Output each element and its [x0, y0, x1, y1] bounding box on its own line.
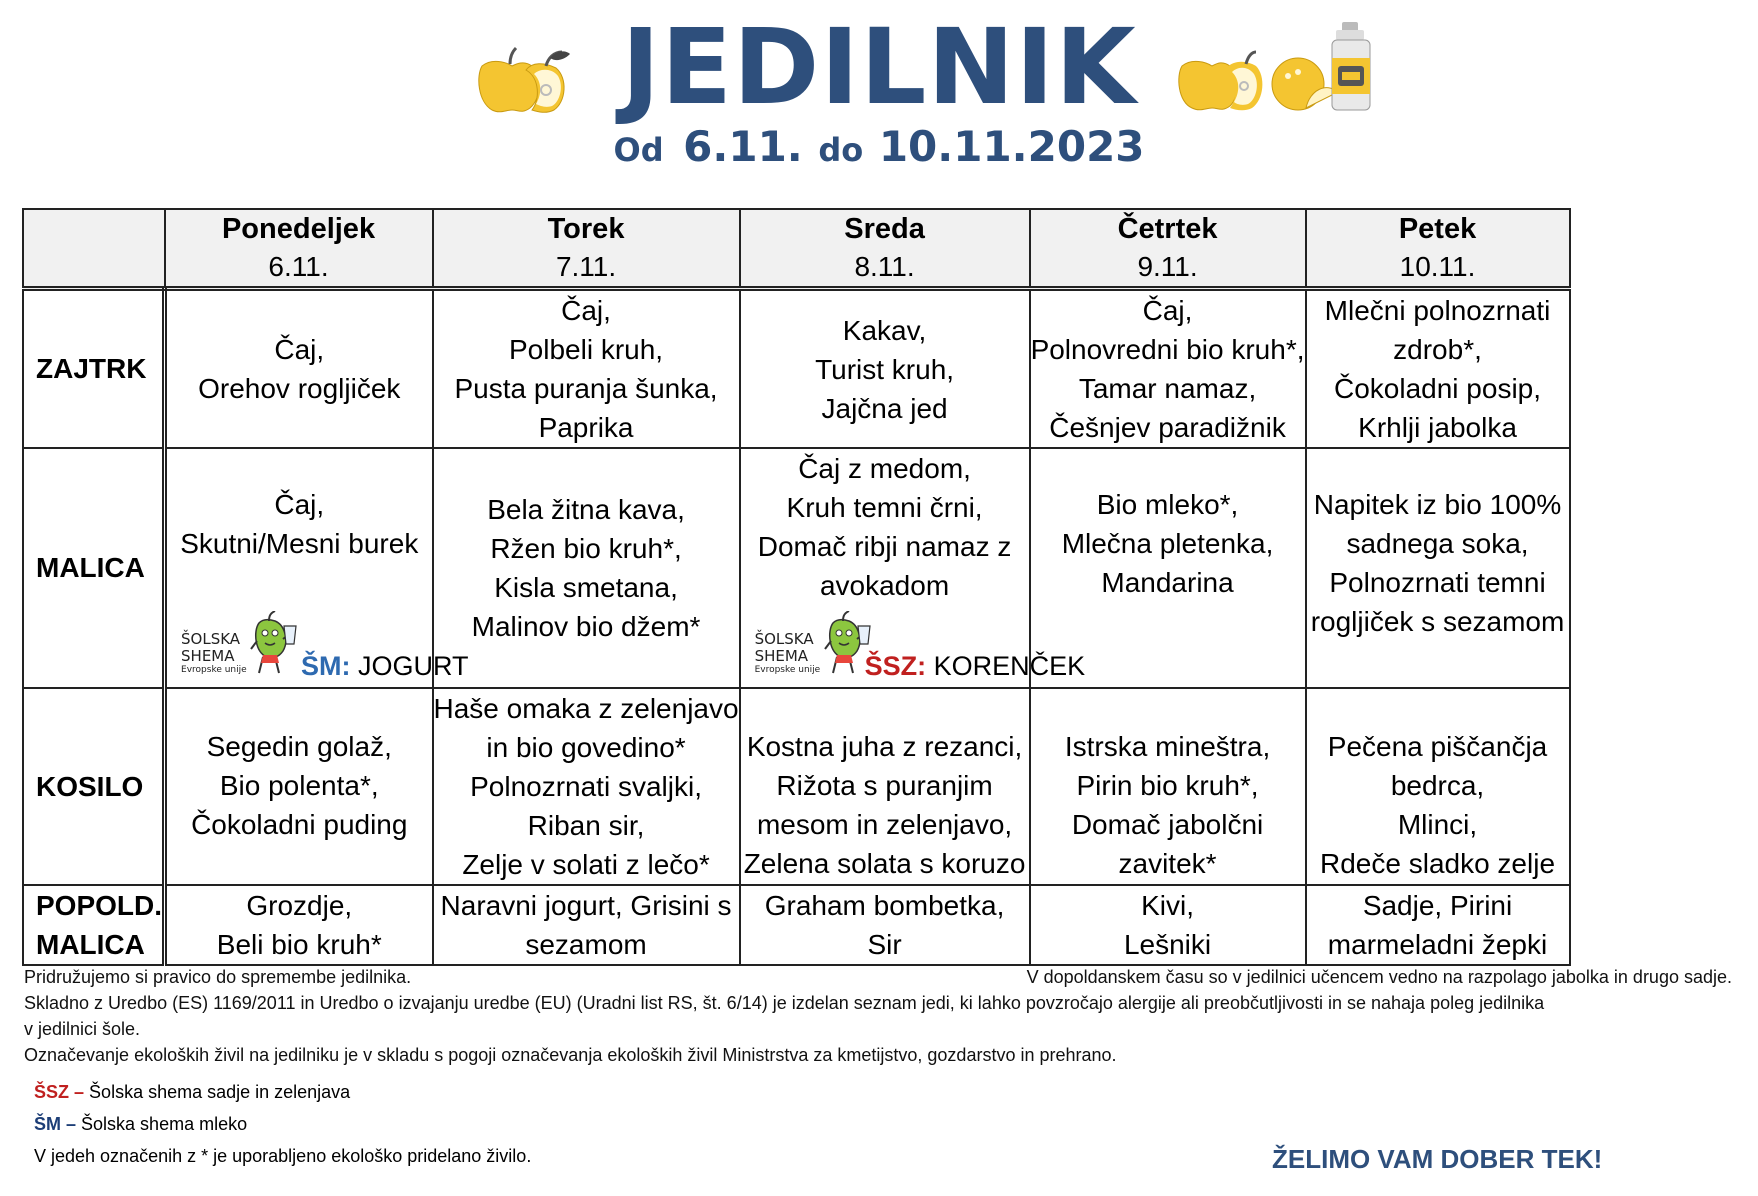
day-header: Petek 10.11.	[1306, 209, 1570, 289]
menu-item-line: Pusta puranja šunka,	[454, 373, 718, 404]
menu-item-line: Beli bio kruh*	[216, 929, 382, 960]
menu-cell	[433, 885, 740, 965]
menu-item-line: Skutni/Mesni burek	[180, 528, 419, 559]
menu-item-line: Polbeli kruh,	[508, 334, 664, 365]
menu-cell	[740, 448, 1086, 688]
menu-cell	[433, 448, 740, 688]
menu-item-line: Ržen bio kruh*,	[490, 533, 682, 564]
menu-item-line: Čaj,	[561, 295, 611, 326]
milk-glass-icon	[283, 625, 297, 645]
menu-cell	[1306, 885, 1570, 965]
menu-cell	[1030, 885, 1306, 965]
header-row	[23, 209, 1570, 289]
menu-cell	[1030, 289, 1306, 449]
closing-message: ŽELIMO VAM DOBER TEK!	[1272, 1144, 1603, 1174]
meal-row-zajtrk	[23, 289, 1570, 449]
menu-item-line: rogljiček s sezamom	[1310, 606, 1565, 637]
menu-item-line: sezamom	[525, 929, 647, 960]
menu-item-line: Grozdje,	[246, 890, 353, 921]
note-text: Označevanje ekoloških živil na jedilniku je v skladu s pogoji označevanja ekoloških živil Ministrstva za kmetijstvo, gozdarstvo in prehrano.	[24, 1045, 1117, 1065]
menu-table	[22, 208, 1571, 966]
menu-cell	[165, 688, 433, 885]
legend-sm: ŠM – Šolska shema mleko	[34, 1114, 248, 1134]
menu-item-line: Lešniki	[1123, 929, 1212, 960]
menu-item-line: Sir	[867, 929, 902, 960]
meal-row-kosilo	[23, 688, 1570, 885]
school-scheme-logo: ŠOLSKA SHEMA Evropske unije	[754, 630, 821, 675]
menu-item-line: Rižota s puranjim	[776, 770, 993, 801]
fruit-scheme-item: ŠSZ: KORENČEK	[864, 651, 1086, 681]
menu-item-line: Istrska mineštra,	[1064, 731, 1271, 762]
menu-item-line: Paprika	[538, 412, 634, 443]
menu-item-line: Rdeče sladko zelje	[1320, 848, 1556, 879]
to-label: do	[818, 131, 864, 169]
menu-item-line: Segedin golaž,	[206, 731, 392, 762]
school-milk-scheme-badge	[181, 611, 469, 681]
meal-label: MALICA	[23, 448, 165, 688]
menu-item-line: Kakav,	[842, 314, 927, 346]
meal-row-malica	[23, 448, 1570, 688]
menu-item-line: Haše omaka z zelenjavo	[433, 693, 739, 724]
menu-item-line: Tamar namaz,	[1078, 373, 1257, 404]
menu-item-line: Čaj z medom,	[798, 453, 971, 484]
day-header: Torek 7.11.	[433, 209, 740, 289]
menu-cell	[1030, 448, 1306, 688]
school-scheme-logo: ŠOLSKA SHEMA Evropske unije	[181, 630, 247, 675]
menu-item-line: Čokoladni posip,	[1334, 373, 1542, 404]
menu-item-line: zavitek*	[1118, 848, 1217, 879]
menu-item-line: Kruh temni črni,	[786, 492, 983, 523]
menu-item-line: in bio govedino*	[486, 732, 686, 763]
note-text: Pridružujemo si pravico do spremembe jedilnika.	[24, 967, 412, 987]
note-text: Skladno z Uredbo (ES) 1169/2011 in Uredbo o izvajanju uredbe (EU) (Uradni list RS, št. 6/14) je izdelan seznam jedi, ki lahko povzročajo alergije ali preobčutljivosti in se nahaja poleg jedilnika	[24, 993, 1545, 1013]
menu-item-line: Naravni jogurt, Grisini s	[440, 890, 732, 921]
menu-item-line: Zelje v solati z lečo*	[462, 849, 710, 880]
menu-item-line: Bela žitna kava,	[487, 494, 685, 525]
menu-item-line: mesom in zelenjavo,	[756, 809, 1013, 840]
menu-cell	[740, 289, 1030, 449]
menu-item-line: Polnovredni bio kruh*,	[1030, 334, 1305, 365]
legend-ssz: ŠSZ – Šolska shema sadje in zelenjava	[34, 1082, 351, 1102]
menu-item-line: Češnjev paradižnik	[1049, 412, 1286, 443]
legend-star: V jedeh označenih z * je uporabljeno ekološko pridelano živilo.	[34, 1146, 532, 1166]
menu-item-line: Domač ribji namaz z	[757, 531, 1012, 562]
menu-item-line: Zelena solata s koruzo	[743, 848, 1026, 879]
menu-item-line: Kivi,	[1141, 890, 1194, 921]
menu-cell	[1306, 688, 1570, 885]
menu-cell	[165, 885, 433, 965]
menu-cell	[1306, 289, 1570, 449]
milk-scheme-item: ŠM: JOGURT	[301, 651, 469, 681]
notes-block	[24, 964, 1744, 1068]
page-header	[0, 0, 1758, 200]
menu-item-line: Mlečni polnozrnati	[1324, 295, 1551, 326]
menu-cell	[433, 688, 740, 885]
school-fruit-scheme-badge	[754, 611, 1086, 681]
menu-item-line: Turist kruh,	[815, 353, 955, 385]
page-title: JEDILNIK	[621, 6, 1137, 128]
meal-label: ZAJTRK	[23, 289, 165, 449]
menu-item-line: Kisla smetana,	[494, 572, 678, 603]
date-range	[0, 122, 1758, 171]
note-text: V dopoldanskem času so v jedilnici učencem vedno na razpolago jabolka in drugo sadje.	[1026, 967, 1732, 987]
menu-cell	[1306, 448, 1570, 688]
note-text: v jedilnici šole.	[24, 1019, 141, 1039]
menu-item-line: Bio polenta*,	[219, 770, 379, 801]
menu-item-line: Orehov rogljiček	[198, 373, 401, 404]
menu-item-line: Mandarina	[1101, 567, 1234, 598]
menu-cell	[433, 289, 740, 449]
menu-item-line: Čaj,	[274, 489, 325, 520]
menu-cell	[1030, 688, 1306, 885]
menu-item-line: Napitek iz bio 100%	[1313, 489, 1562, 520]
menu-item-line: Mlečna pletenka,	[1061, 528, 1274, 559]
menu-cell	[165, 289, 433, 449]
menu-item-line: Čaj,	[274, 334, 325, 365]
meal-row-popold-malica	[23, 885, 1570, 965]
menu-item-line: sadnega soka,	[1346, 528, 1529, 559]
legend	[34, 1076, 531, 1172]
menu-item-line: Pirin bio kruh*,	[1076, 770, 1259, 801]
menu-item-line: Polnozrnati svaljki,	[470, 771, 702, 802]
menu-cell	[740, 688, 1030, 885]
meal-label: KOSILO	[23, 688, 165, 885]
menu-item-line: Kostna juha z rezanci,	[746, 731, 1023, 762]
from-date: 6.11.	[683, 122, 803, 171]
menu-item-line: Polnozrnati temni	[1329, 567, 1546, 598]
menu-item-line: Krhlji jabolka	[1358, 412, 1517, 443]
menu-item-line: Riban sir,	[527, 810, 645, 841]
menu-item-line: Čaj,	[1142, 295, 1193, 326]
corner-cell	[23, 209, 165, 289]
menu-item-line: avokadom	[819, 570, 950, 601]
day-header: Četrtek 9.11.	[1030, 209, 1306, 289]
menu-item-line: Malinov bio džem*	[471, 611, 701, 642]
menu-item-line: Čokoladni puding	[191, 809, 408, 840]
menu-cell	[165, 448, 469, 688]
from-label: Od	[613, 131, 664, 169]
menu-item-line: Domač jabolčni	[1071, 809, 1264, 840]
fruit-and-juice-icon	[1176, 22, 1396, 112]
menu-item-line: zdrob*,	[1393, 334, 1482, 365]
menu-item-line: bedrca,	[1390, 770, 1485, 801]
menu-item-line: marmeladni žepki	[1327, 929, 1548, 960]
day-header: Ponedeljek 6.11.	[165, 209, 433, 289]
milk-glass-icon	[857, 625, 871, 645]
menu-cell	[740, 885, 1030, 965]
menu-item-line: Mlinci,	[1397, 809, 1478, 840]
to-date: 10.11.2023	[878, 122, 1145, 171]
meal-label: POPOLD. MALICA	[23, 885, 165, 965]
menu-item-line: Sadje, Pirini	[1362, 890, 1513, 921]
menu-item-line: Pečena piščančja	[1327, 731, 1548, 762]
menu-item-line: Jajčna jed	[821, 392, 948, 424]
menu-item-line: Graham bombetka,	[764, 890, 1005, 921]
menu-item-line: Bio mleko*,	[1096, 489, 1239, 520]
day-header: Sreda 8.11.	[740, 209, 1030, 289]
